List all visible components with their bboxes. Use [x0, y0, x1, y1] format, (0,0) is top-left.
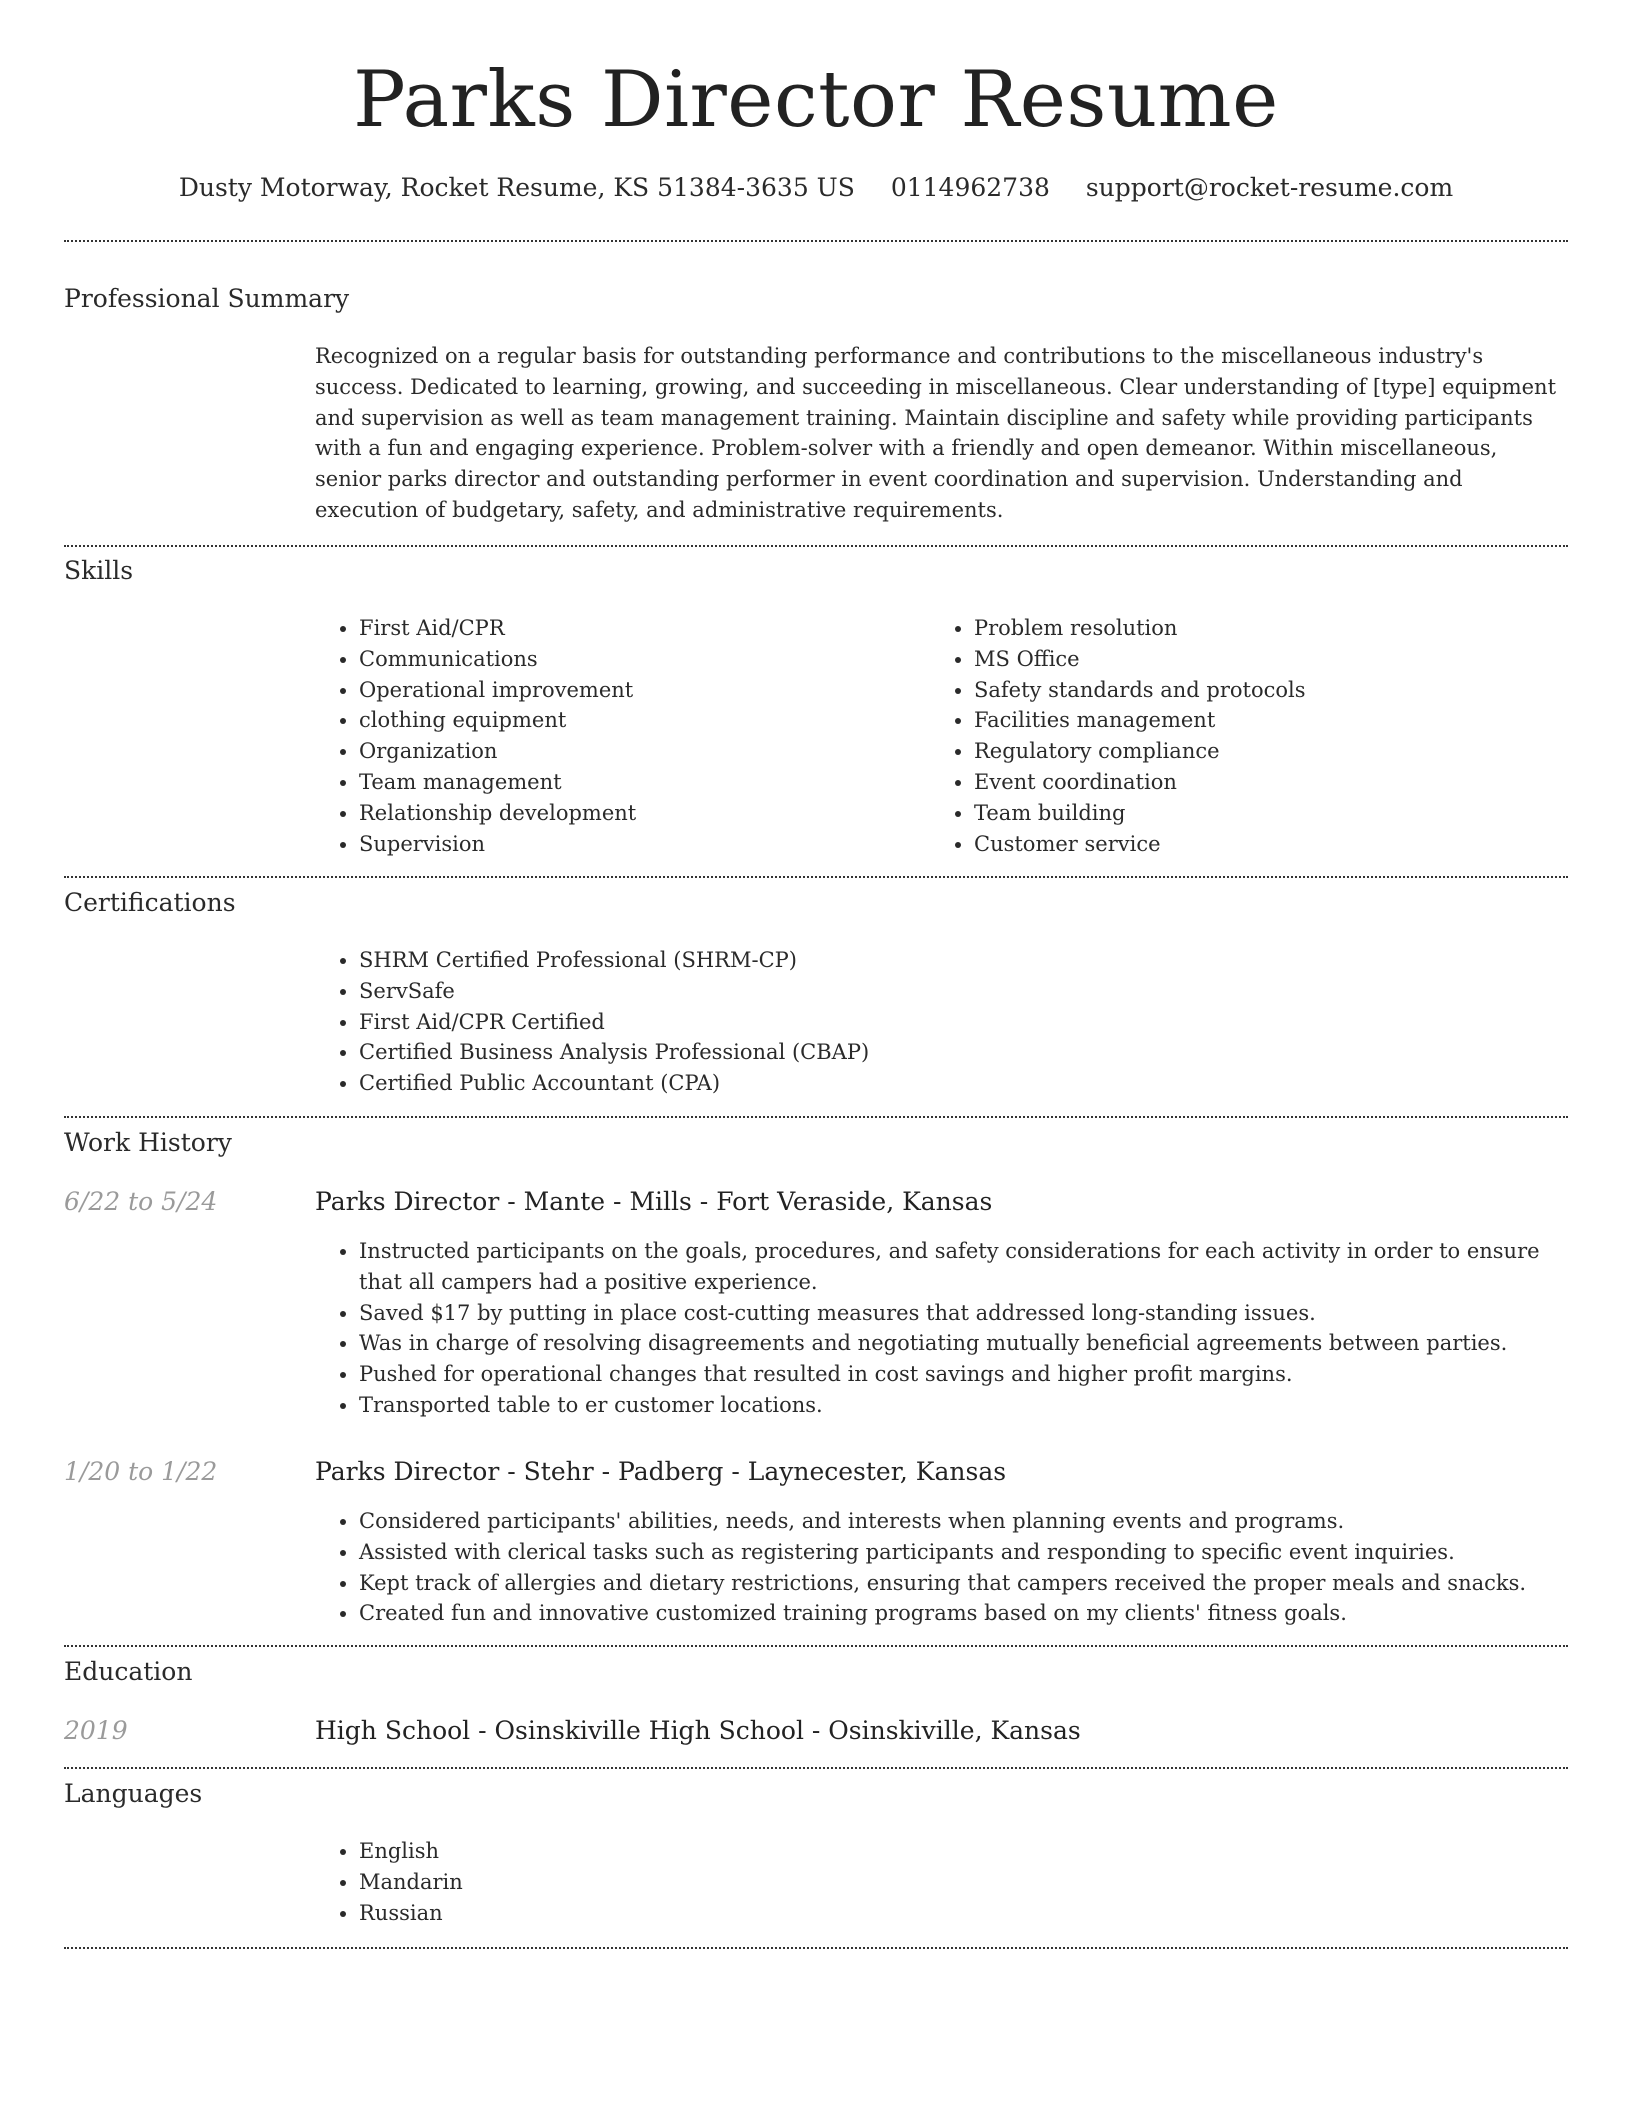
section-title-skills: Skills: [64, 556, 134, 585]
contact-email: support@rocket-resume.com: [1085, 173, 1454, 202]
job-bullets: [315, 1506, 1568, 1629]
job-dates: 1/20 to 1/22: [64, 1457, 218, 1486]
skill-item: • Operational improvement: [359, 675, 930, 706]
divider: [64, 1645, 1568, 1647]
skill-item: • MS Office: [974, 644, 1545, 675]
skill-item: • Facilities management: [974, 705, 1545, 736]
section-title-certifications: Certifications: [64, 888, 236, 917]
skill-item: • Team building: [974, 798, 1545, 829]
job-bullet: • Instructed participants on the goals, procedures, and safety considerations for each activity in order to ensure that all campers had a positive experience.: [359, 1236, 1568, 1298]
education-entry: High School - Osinskiville High School - Osinskiville, Kansas: [315, 1716, 1081, 1745]
certification-item: • ServSafe: [359, 976, 1568, 1007]
skill-item: • First Aid/CPR: [359, 613, 930, 644]
contact-address: Dusty Motorway, Rocket Resume, KS 51384-3635 US: [178, 173, 855, 202]
contact-line: [0, 172, 1632, 204]
job-dates: 6/22 to 5/24: [64, 1187, 218, 1216]
certification-item: • Certified Public Accountant (CPA): [359, 1068, 1568, 1099]
skill-item: • Communications: [359, 644, 930, 675]
job-bullet: • Transported table to er customer locations.: [359, 1390, 1568, 1421]
skill-item: • Organization: [359, 736, 930, 767]
language-item: • Mandarin: [359, 1867, 1568, 1898]
divider: [64, 1116, 1568, 1118]
skill-item: • Customer service: [974, 829, 1545, 860]
job-bullets: [315, 1236, 1568, 1421]
skill-item: • Supervision: [359, 829, 930, 860]
resume-header: [0, 0, 1632, 204]
certification-item: • First Aid/CPR Certified: [359, 1007, 1568, 1038]
section-title-work-history: Work History: [64, 1128, 232, 1157]
skill-item: • Safety standards and protocols: [974, 675, 1545, 706]
job-bullet: • Assisted with clerical tasks such as registering participants and responding to specific event inquiries.: [359, 1537, 1568, 1568]
section-title-summary: Professional Summary: [64, 284, 350, 313]
job-bullet: • Saved $17 by putting in place cost-cutting measures that addressed long-standing issues.: [359, 1298, 1568, 1329]
job-bullet: • Was in charge of resolving disagreements and negotiating mutually beneficial agreements between parties.: [359, 1328, 1568, 1359]
divider: [64, 1947, 1568, 1949]
job-title: Parks Director - Mante - Mills - Fort Veraside, Kansas: [315, 1187, 993, 1216]
skill-item: • Relationship development: [359, 798, 930, 829]
skill-item: • Regulatory compliance: [974, 736, 1545, 767]
language-item: • English: [359, 1836, 1568, 1867]
summary-text: Recognized on a regular basis for outstanding performance and contributions to the miscellaneous industry's success. Dedicated to learning, growing, and succeeding in miscellaneous. Clear understanding of [type] equipment and supervision as well as team management training. Maintain discipline and safety while providing participants with a fun and engaging experience. Problem-solver with a friendly and open demeanor. Within miscellaneous, senior parks director and outstanding performer in event coordination and supervision. Understanding and execution of budgetary, safety, and administrative requirements.: [315, 344, 1557, 522]
divider: [64, 545, 1568, 547]
skills-column-left: [315, 613, 930, 859]
job-bullet: • Pushed for operational changes that resulted in cost savings and higher profit margins.: [359, 1359, 1568, 1390]
education-year: 2019: [64, 1716, 128, 1745]
language-item: • Russian: [359, 1898, 1568, 1929]
section-title-education: Education: [64, 1657, 193, 1686]
skill-item: • clothing equipment: [359, 705, 930, 736]
skill-item: • Event coordination: [974, 767, 1545, 798]
skills-list: [315, 613, 1568, 859]
certification-item: • Certified Business Analysis Professional (CBAP): [359, 1037, 1568, 1068]
skills-column-right: [930, 613, 1545, 859]
page-title: Parks Director Resume: [353, 55, 1279, 145]
job-bullet: • Kept track of allergies and dietary restrictions, ensuring that campers received the proper meals and snacks.: [359, 1568, 1568, 1599]
certification-item: • SHRM Certified Professional (SHRM-CP): [359, 945, 1568, 976]
skill-item: • Problem resolution: [974, 613, 1545, 644]
divider: [64, 240, 1568, 242]
job-bullet: • Considered participants' abilities, needs, and interests when planning events and programs.: [359, 1506, 1568, 1537]
contact-phone: 0114962738: [890, 173, 1050, 202]
languages-list: [315, 1836, 1568, 1928]
divider: [64, 1767, 1568, 1769]
job-title: Parks Director - Stehr - Padberg - Laynecester, Kansas: [315, 1457, 1007, 1486]
skill-item: • Team management: [359, 767, 930, 798]
divider: [64, 876, 1568, 878]
section-title-languages: Languages: [64, 1779, 203, 1808]
job-bullet: • Created fun and innovative customized training programs based on my clients' fitness goals.: [359, 1598, 1568, 1629]
certifications-list: [315, 945, 1568, 1099]
